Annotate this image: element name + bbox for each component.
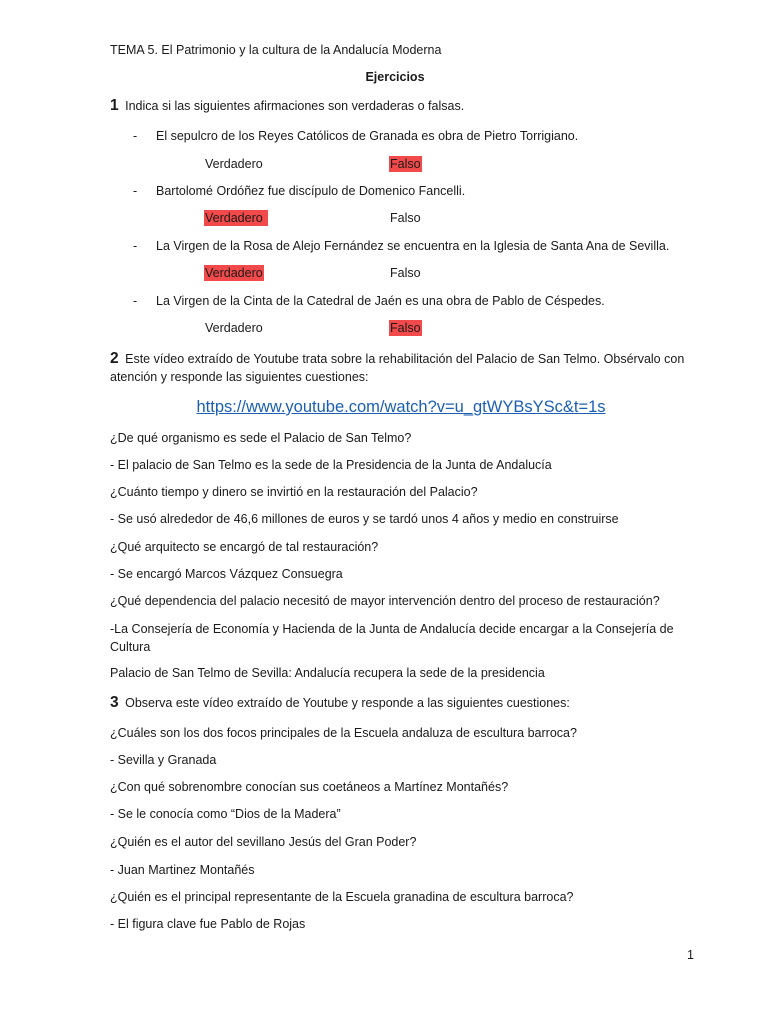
- statement-1-true-option: Verdadero: [205, 157, 263, 171]
- statement-4-true-option: Verdadero: [205, 321, 263, 335]
- exercise-2-instruction: [110, 350, 690, 386]
- ex2-answer-1: - El palacio de San Telmo es la sede de la Presidencia de la Junta de Andalucía: [110, 458, 552, 472]
- ex2-question-4: ¿Qué dependencia del palacio necesitó de mayor intervención dentro del proceso de restauración?: [110, 594, 660, 608]
- statement-4-dash: -: [133, 294, 138, 308]
- exercises-heading: Ejercicios: [365, 70, 425, 84]
- exercise-1-number: 1: [110, 97, 119, 114]
- ex3-question-3: ¿Quién es el autor del sevillano Jesús del Gran Poder?: [110, 835, 417, 849]
- statement-2: Bartolomé Ordóñez fue discípulo de Domenico Fancelli.: [156, 184, 466, 198]
- page-number: 1: [687, 948, 694, 962]
- exercise-3-instruction: [110, 695, 570, 711]
- statement-1: El sepulcro de los Reyes Católicos de Granada es obra de Pietro Torrigiano.: [156, 129, 579, 143]
- statement-3-dash: -: [133, 239, 138, 253]
- ex3-answer-1: - Sevilla y Granada: [110, 753, 217, 767]
- ex3-question-1: ¿Cuáles son los dos focos principales de la Escuela andaluza de escultura barroca?: [110, 726, 577, 740]
- ex3-answer-4: - El figura clave fue Pablo de Rojas: [110, 917, 306, 931]
- statement-3-true-option-selected: Verdadero: [205, 266, 263, 280]
- statement-4: La Virgen de la Cinta de la Catedral de Jaén es una obra de Pablo de Céspedes.: [156, 294, 605, 308]
- ex3-question-2: ¿Con qué sobrenombre conocían sus coetáneos a Martínez Montañés?: [110, 780, 509, 794]
- statement-4-false-option-selected: Falso: [390, 321, 421, 335]
- ex2-question-3: ¿Qué arquitecto se encargó de tal restauración?: [110, 540, 379, 554]
- statement-3: La Virgen de la Rosa de Alejo Fernández se encuentra en la Iglesia de Santa Ana de Sevilla.: [156, 239, 670, 253]
- exercise-1-text: Indica si las siguientes afirmaciones son verdaderas o falsas.: [125, 99, 465, 113]
- ex2-question-2: ¿Cuánto tiempo y dinero se invirtió en la restauración del Palacio?: [110, 485, 478, 499]
- exercise-3-text: Observa este vídeo extraído de Youtube y responde a las siguientes cuestiones:: [125, 696, 570, 710]
- ex2-video-title: Palacio de San Telmo de Sevilla: Andalucía recupera la sede de la presidencia: [110, 666, 545, 680]
- statement-3-false-option: Falso: [390, 266, 421, 280]
- statement-1-false-option-selected: Falso: [390, 157, 421, 171]
- ex2-answer-2: - Se usó alrededor de 46,6 millones de euros y se tardó unos 4 años y medio en construirse: [110, 512, 619, 526]
- ex2-answer-3: - Se encargó Marcos Vázquez Consuegra: [110, 567, 343, 581]
- document-title: TEMA 5. El Patrimonio y la cultura de la Andalucía Moderna: [110, 43, 442, 57]
- ex3-question-4: ¿Quién es el principal representante de la Escuela granadina de escultura barroca?: [110, 890, 574, 904]
- ex2-question-1: ¿De qué organismo es sede el Palacio de San Telmo?: [110, 431, 412, 445]
- ex3-answer-2: - Se le conocía como “Dios de la Madera”: [110, 807, 341, 821]
- youtube-link[interactable]: https://www.youtube.com/watch?v=u_gtWYBsYSc&t=1s: [196, 398, 606, 416]
- exercise-2-text: Este vídeo extraído de Youtube trata sobre la rehabilitación del Palacio de San Telmo. Obsérvalo con atención y responde las siguientes cuestiones:: [110, 352, 685, 384]
- exercise-1-instruction: [110, 98, 464, 114]
- ex3-answer-3: - Juan Martinez Montañés: [110, 863, 255, 877]
- statement-2-false-option: Falso: [390, 211, 421, 225]
- exercise-3-number: 3: [110, 694, 119, 711]
- ex2-answer-4: -La Consejería de Economía y Hacienda de la Junta de Andalucía decide encargar a la Consejería de Cultura: [110, 622, 674, 654]
- statement-1-dash: -: [133, 129, 138, 143]
- statement-2-dash: -: [133, 184, 138, 198]
- exercise-2-number: 2: [110, 350, 119, 367]
- statement-2-true-option-selected: Verdadero: [204, 210, 268, 226]
